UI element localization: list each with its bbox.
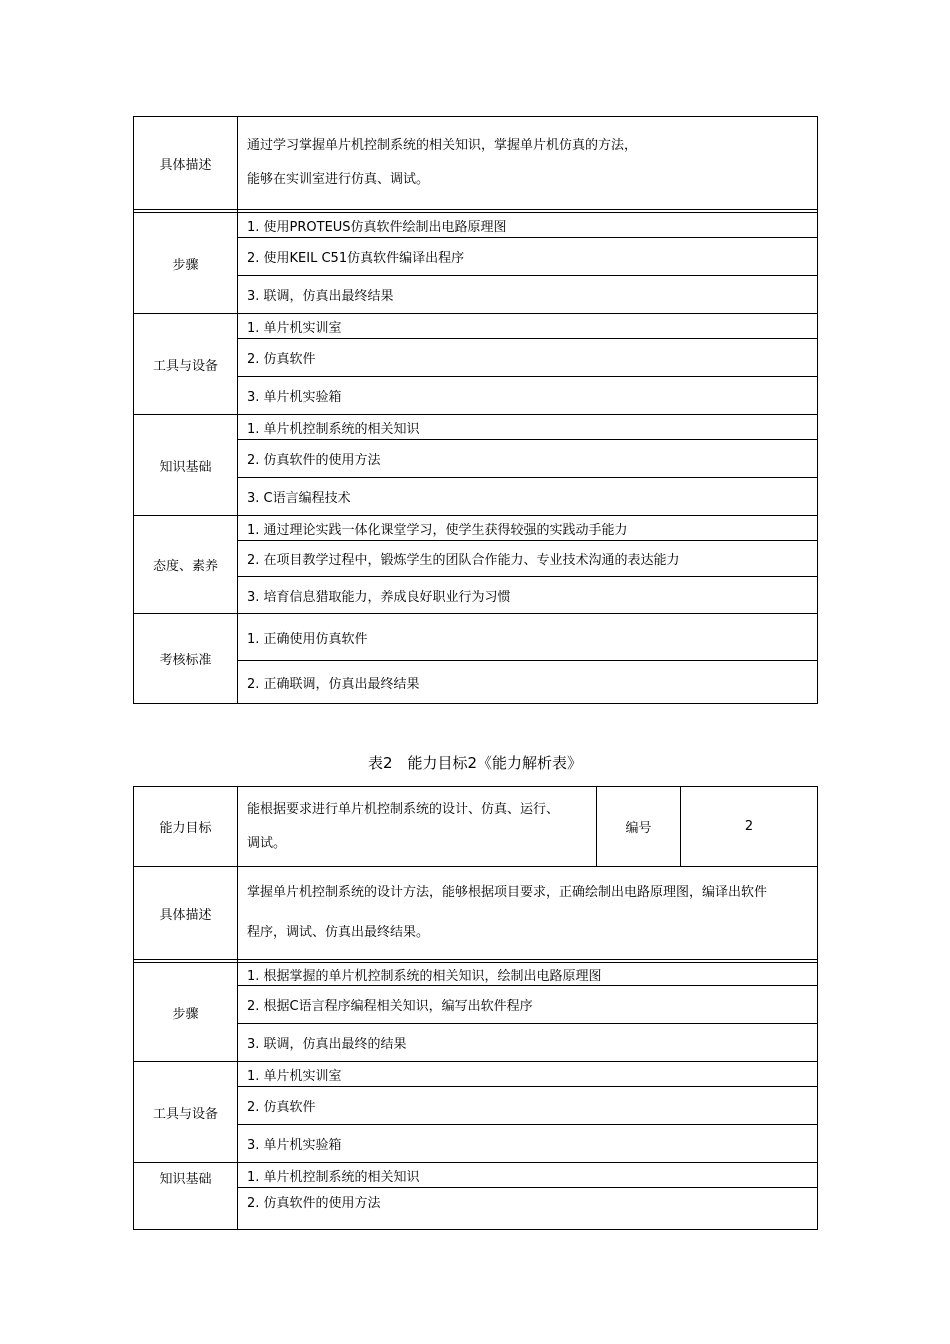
step-item: 2. 使用KEIL C51仿真软件编译出程序 xyxy=(238,238,818,276)
assessment-row xyxy=(134,614,818,661)
description-line-1: 通过学习掌握单片机控制系统的相关知识，掌握单片机仿真的方法， xyxy=(247,138,638,153)
attitude-item: 2. 在项目教学过程中，锻炼学生的团队合作能力、专业技术沟通的表达能力 xyxy=(238,541,818,577)
tool-item: 3. 单片机实验箱 xyxy=(238,1125,818,1163)
description-line-2: 能够在实训室进行仿真、调试。 xyxy=(247,172,430,187)
tools-row xyxy=(134,314,818,339)
step-item: 3. 联调，仿真出最终结果 xyxy=(238,276,818,314)
tools-label: 工具与设备 xyxy=(134,1062,238,1163)
assessment-item: 2. 正确联调，仿真出最终结果 xyxy=(238,661,818,704)
number-label: 编号 xyxy=(597,787,681,867)
description-text xyxy=(238,867,818,960)
goal-label: 能力目标 xyxy=(134,787,238,867)
knowledge-item: 1. 单片机控制系统的相关知识 xyxy=(238,415,818,440)
knowledge-label: 知识基础 xyxy=(134,1163,238,1230)
assessment-item: 1. 正确使用仿真软件 xyxy=(238,614,818,661)
tool-item: 1. 单片机实训室 xyxy=(238,1062,818,1087)
step-item: 1. 使用PROTEUS仿真软件绘制出电路原理图 xyxy=(238,213,818,238)
step-item: 2. 根据C语言程序编程相关知识，编写出软件程序 xyxy=(238,986,818,1024)
goal-line-1: 能根据要求进行单片机控制系统的设计、仿真、运行、 xyxy=(247,801,560,817)
steps-row xyxy=(134,213,818,238)
table-caption: 表2 能力目标2《能力解析表》 xyxy=(367,754,583,772)
step-item: 3. 联调，仿真出最终的结果 xyxy=(238,1024,818,1062)
attitude-item: 1. 通过理论实践一体化课堂学习，使学生获得较强的实践动手能力 xyxy=(238,516,818,541)
knowledge-item: 3. C语言编程技术 xyxy=(238,478,818,516)
steps-label: 步骤 xyxy=(134,963,238,1062)
knowledge-label: 知识基础 xyxy=(134,415,238,516)
ability-table-1 xyxy=(133,116,818,704)
ability-table-2 xyxy=(133,786,818,1230)
tool-item: 2. 仿真软件 xyxy=(238,1087,818,1125)
step-item: 1. 根据掌握的单片机控制系统的相关知识，绘制出电路原理图 xyxy=(238,963,818,986)
description-label: 具体描述 xyxy=(134,867,238,960)
description-row xyxy=(134,867,818,960)
knowledge-row xyxy=(134,1163,818,1188)
attitude-item: 3. 培育信息猎取能力，养成良好职业行为习惯 xyxy=(238,577,818,614)
tool-item: 1. 单片机实训室 xyxy=(238,314,818,339)
knowledge-item: 2. 仿真软件的使用方法 xyxy=(238,440,818,478)
steps-row xyxy=(134,963,818,986)
description-text xyxy=(238,117,818,210)
description-label: 具体描述 xyxy=(134,117,238,210)
attitude-label: 态度、素养 xyxy=(134,516,238,614)
description-row xyxy=(134,117,818,210)
tools-row xyxy=(134,1062,818,1087)
tools-label: 工具与设备 xyxy=(134,314,238,415)
steps-label: 步骤 xyxy=(134,213,238,314)
knowledge-item: 1. 单片机控制系统的相关知识 xyxy=(238,1163,818,1188)
goal-line-2: 调试。 xyxy=(247,835,287,851)
goal-text xyxy=(238,787,597,867)
description-line-2: 程序，调试、仿真出最终结果。 xyxy=(247,925,430,940)
tool-item: 2. 仿真软件 xyxy=(238,339,818,377)
goal-row xyxy=(134,787,818,867)
attitude-row xyxy=(134,516,818,541)
knowledge-item: 2. 仿真软件的使用方法 xyxy=(238,1188,818,1230)
description-line-1: 掌握单片机控制系统的设计方法，能够根据项目要求，正确绘制出电路原理图，编译出软件 xyxy=(247,885,768,900)
knowledge-row xyxy=(134,415,818,440)
assessment-label: 考核标准 xyxy=(134,614,238,704)
tool-item: 3. 单片机实验箱 xyxy=(238,377,818,415)
number-value: 2 xyxy=(681,787,818,867)
